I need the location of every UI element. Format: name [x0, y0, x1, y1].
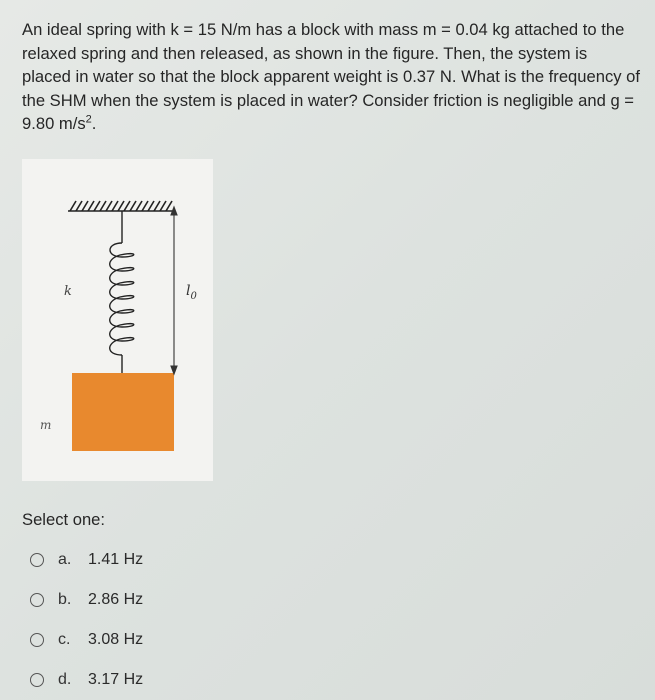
- mass-block: [72, 373, 174, 451]
- question-end: .: [91, 114, 97, 133]
- option-b[interactable]: [30, 580, 143, 620]
- option-a[interactable]: [30, 540, 143, 580]
- option-letter: d.: [58, 671, 72, 688]
- question-superscript: 2: [85, 113, 92, 126]
- ceiling-hatch: [68, 201, 174, 211]
- radio-icon[interactable]: [30, 553, 44, 567]
- option-d[interactable]: [30, 660, 143, 700]
- spring-constant-label: k: [64, 284, 72, 299]
- select-one-label: Select one:: [22, 510, 106, 529]
- option-text: 1.41 Hz: [88, 551, 144, 568]
- length-label-main: l: [186, 283, 191, 299]
- radio-icon[interactable]: [30, 673, 44, 687]
- length-label: [186, 283, 197, 302]
- option-letter: c.: [58, 631, 71, 648]
- question-text: [22, 18, 640, 136]
- option-letter: b.: [58, 591, 72, 608]
- radio-icon[interactable]: [30, 633, 44, 647]
- option-text: 2.86 Hz: [88, 591, 144, 608]
- radio-icon[interactable]: [30, 593, 44, 607]
- option-letter: a.: [58, 551, 72, 568]
- option-text: 3.08 Hz: [88, 631, 144, 648]
- option-c[interactable]: [30, 620, 143, 660]
- spring-figure: [22, 159, 213, 481]
- option-text: 3.17 Hz: [88, 671, 144, 688]
- answer-options: [30, 540, 143, 700]
- length-label-sub: 0: [190, 291, 197, 302]
- mass-label: m: [40, 418, 52, 432]
- spring: [110, 211, 134, 373]
- spring-diagram: [22, 159, 213, 481]
- length-arrow: [171, 207, 177, 374]
- question-body: An ideal spring with k = 15 N/m has a block with mass m = 0.04 kg attached to the relaxed spring and then released, as shown in the figure. Then, the system is placed in water so that the block apparent weight is 0.37 N. What is the frequency of the SHM when the system is placed in water? Consider friction is negligible and g = 9.80 m/s: [22, 20, 641, 133]
